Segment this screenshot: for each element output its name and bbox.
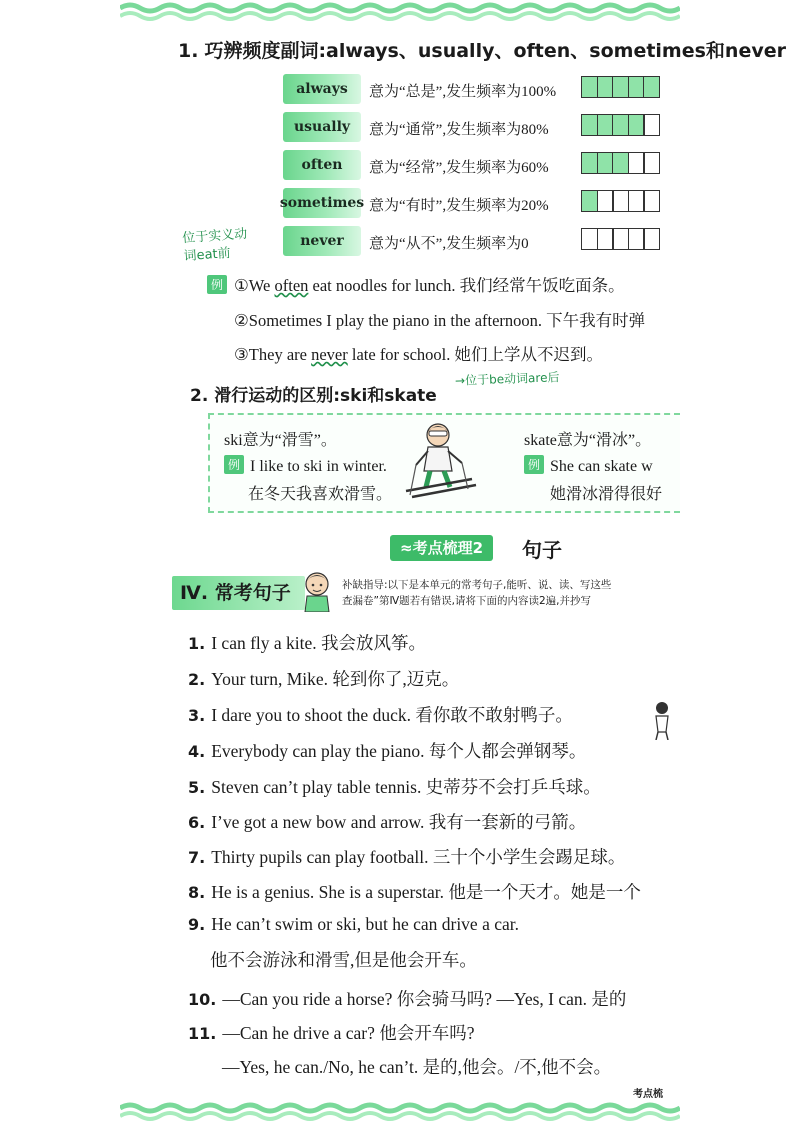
frequency-adverb-table	[279, 72, 683, 262]
sentence-item	[188, 914, 519, 935]
sentence-number: 11.	[188, 1024, 217, 1043]
skate-meaning: skate意为“滑冰”。	[524, 432, 652, 449]
ski-example-translation: 在冬天我喜欢滑雪。	[248, 486, 393, 503]
frequency-box-empty	[643, 152, 660, 174]
sentence-number: 10.	[188, 990, 217, 1009]
frequency-boxes	[581, 152, 659, 174]
ski-meaning: ski意为“滑雪”。	[224, 432, 337, 449]
frequency-box-filled	[628, 114, 645, 136]
sentence-text: —Can he drive a car? 他会开车吗?	[222, 1023, 475, 1043]
adverb-label: sometimes	[283, 188, 361, 218]
frequency-row-usually	[283, 110, 683, 148]
adverb-label: usually	[283, 112, 361, 142]
sentence-text: He is a genius. She is a superstar. 他是一个天才。她是一个	[211, 882, 641, 902]
example-text: ②Sometimes I play the piano in the afternoon. 下午我有时弹	[234, 311, 646, 330]
example-line-3	[234, 341, 603, 365]
sentence-text: I can fly a kite. 我会放风筝。	[211, 633, 427, 653]
sentence-number: 8.	[188, 883, 206, 902]
kid-icon	[300, 570, 334, 612]
frequency-box-empty	[628, 152, 645, 174]
sentence-item	[188, 774, 601, 799]
frequency-box-empty	[597, 228, 614, 250]
sentence-text: —Can you ride a horse? 你会骑马吗? —Yes, I can. 是的	[222, 989, 627, 1009]
adverb-description: 意为“有时”,发生频率为20%	[369, 198, 549, 214]
example-text: ①We	[234, 276, 275, 295]
frequency-box-empty	[597, 190, 614, 212]
guide-line: 补缺指导:以下是本单元的常考句子,能听、说、读、写这些	[342, 579, 612, 591]
frequency-row-never	[283, 224, 683, 262]
frequency-box-filled	[581, 76, 598, 98]
sentence-item	[188, 1020, 475, 1045]
sentence-text: 他不会游泳和滑雪,但是他会开车。	[210, 950, 477, 970]
sentence-number: 7.	[188, 848, 206, 867]
example-text: eat noodles for lunch. 我们经常午饭吃面条。	[308, 276, 625, 295]
top-decorative-band	[120, 0, 680, 26]
sentence-text: I’ve got a new bow and arrow. 我有一套新的弓箭。	[211, 812, 587, 832]
example-line-2	[234, 307, 645, 331]
section-2-number: 2.	[190, 386, 209, 406]
section-2-heading	[190, 381, 437, 406]
figure-icon	[650, 700, 670, 740]
skate-example	[524, 455, 653, 476]
sentence-text: —Yes, he can./No, he can’t. 是的,他会。/不,他不会。	[222, 1057, 612, 1077]
sentence-text: Your turn, Mike. 轮到你了,迈克。	[211, 669, 460, 689]
footer-label: 考点梳	[633, 1089, 663, 1100]
sentence-text: Everybody can play the piano. 每个人都会弹钢琴。	[211, 741, 587, 761]
sentence-number: 9.	[188, 915, 206, 934]
sentence-number: 1.	[188, 634, 206, 653]
frequency-box-filled	[612, 114, 629, 136]
skate-example-text: She can skate w	[550, 458, 653, 475]
sentence-text: Steven can’t play table tennis. 史蒂芬不会打乒乓球。	[211, 777, 601, 797]
section-1-heading	[178, 36, 786, 63]
example-badge: 例	[207, 275, 227, 294]
example-line-1	[234, 272, 625, 296]
adverb-label: always	[283, 74, 361, 104]
example-badge: 例	[224, 455, 244, 474]
sentence-item	[188, 738, 586, 763]
skier-illustration	[402, 421, 480, 503]
key-point-badge: ≈考点梳理2	[390, 535, 493, 561]
sentence-number: 4.	[188, 742, 206, 761]
note-line: 位于实义动	[181, 226, 248, 247]
frequency-box-empty	[643, 190, 660, 212]
frequency-box-empty	[581, 228, 598, 250]
ski-example	[224, 455, 387, 476]
key-point-title: 句子	[522, 538, 562, 562]
frequency-box-filled	[597, 114, 614, 136]
frequency-box-filled	[612, 152, 629, 174]
adverb-description: 意为“经常”,发生频率为60%	[369, 160, 549, 176]
handwritten-note-eat	[182, 226, 249, 266]
frequency-boxes	[581, 114, 659, 136]
frequency-boxes	[581, 228, 659, 250]
sentence-number: 6.	[188, 813, 206, 832]
frequency-box-empty	[643, 114, 660, 136]
frequency-box-filled	[581, 190, 598, 212]
section-1-title: 巧辨频度副词:always、usually、often、sometimes和never	[204, 40, 786, 62]
frequency-box-empty	[643, 228, 660, 250]
handwritten-note-be: →位于be动词are后	[454, 370, 560, 388]
sentence-number: 3.	[188, 706, 206, 725]
ski-example-text: I like to ski in winter.	[250, 458, 387, 475]
sentence-item	[188, 702, 573, 727]
frequency-box-filled	[581, 114, 598, 136]
sentence-answer	[222, 1054, 611, 1079]
study-guide-text	[342, 577, 672, 609]
frequency-boxes	[581, 76, 659, 98]
sentence-item	[188, 809, 586, 834]
adverb-description: 意为“从不”,发生频率为0	[369, 236, 529, 252]
skate-example-translation: 她滑冰滑得很好	[550, 486, 663, 503]
frequency-row-often	[283, 148, 683, 186]
sentence-item	[188, 879, 641, 904]
example-text: late for school. 她们上学从不迟到。	[347, 345, 604, 364]
frequency-box-filled	[612, 76, 629, 98]
frequency-box-filled	[597, 152, 614, 174]
bottom-decorative-band	[120, 1098, 680, 1124]
section-2-title: 滑行运动的区别:ski和skate	[214, 386, 437, 406]
sentence-text: Thirty pupils can play football. 三十个小学生会踢足球。	[211, 847, 626, 867]
guide-line: 查漏卷”第Ⅳ题若有错误,请将下面的内容读2遍,并抄写	[342, 595, 591, 607]
frequency-box-empty	[628, 190, 645, 212]
frequency-box-filled	[581, 152, 598, 174]
example-underlined-adverb: often	[274, 276, 309, 295]
example-underlined-adverb: never	[311, 345, 348, 364]
frequency-box-filled	[643, 76, 660, 98]
sentence-item	[188, 630, 426, 655]
sentence-item	[188, 986, 626, 1011]
frequency-box-empty	[612, 228, 629, 250]
adverb-description: 意为“通常”,发生频率为80%	[369, 122, 549, 138]
section-4-heading: Ⅳ. 常考句子	[172, 576, 305, 610]
frequency-box-filled	[597, 76, 614, 98]
sentence-translation	[210, 947, 477, 972]
example-text: ③They are	[234, 345, 312, 364]
adverb-label: often	[283, 150, 361, 180]
section-1-number: 1.	[178, 40, 199, 62]
frequency-row-sometimes	[279, 186, 683, 224]
adverb-description: 意为“总是”,发生频率为100%	[369, 84, 557, 100]
sentence-number: 5.	[188, 778, 206, 797]
adverb-label: never	[283, 226, 361, 256]
frequency-box-empty	[612, 190, 629, 212]
sentence-text: He can’t swim or ski, but he can drive a car.	[211, 914, 519, 934]
frequency-row-always	[283, 72, 683, 110]
frequency-box-filled	[628, 76, 645, 98]
note-line: 词eat前	[183, 245, 232, 265]
frequency-boxes	[581, 190, 659, 212]
sentence-item	[188, 666, 459, 691]
example-badge: 例	[524, 455, 544, 474]
sentence-text: I dare you to shoot the duck. 看你敢不敢射鸭子。	[211, 705, 573, 725]
sentence-number: 2.	[188, 670, 206, 689]
frequency-box-empty	[628, 228, 645, 250]
sentence-item	[188, 844, 625, 869]
